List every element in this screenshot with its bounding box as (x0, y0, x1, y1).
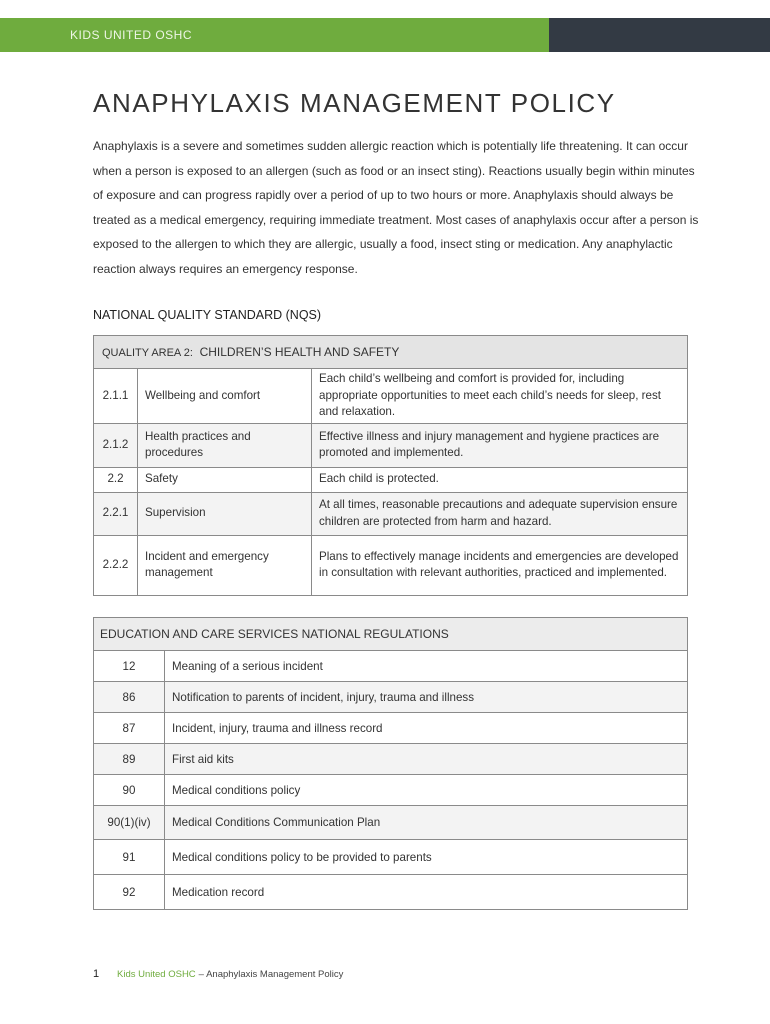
header-dark-band (549, 18, 770, 52)
regulation-text: Medical conditions policy to be provided to parents (165, 840, 688, 875)
regulation-number: 90 (94, 775, 165, 806)
table-row (94, 651, 688, 682)
quality-area-name: CHILDREN’S HEALTH AND SAFETY (199, 345, 400, 359)
regulation-number: 12 (94, 651, 165, 682)
table-row (94, 840, 688, 875)
nqs-code: 2.2 (94, 467, 138, 492)
regulations-table (93, 617, 688, 910)
table-row (94, 744, 688, 775)
nqs-element: Health practices and procedures (138, 423, 312, 467)
table-row (94, 875, 688, 910)
header-bar (0, 18, 770, 52)
regulation-text: First aid kits (165, 744, 688, 775)
nqs-element: Wellbeing and comfort (138, 369, 312, 424)
nqs-table (93, 335, 688, 596)
nqs-code: 2.2.1 (94, 492, 138, 535)
table-row (94, 492, 688, 535)
regulation-number: 91 (94, 840, 165, 875)
nqs-description: Each child’s wellbeing and comfort is provided for, including appropriate opportunities to meet each child’s needs for sleep, rest and relaxation. (312, 369, 688, 424)
nqs-code: 2.1.1 (94, 369, 138, 424)
nqs-element: Safety (138, 467, 312, 492)
footer-doc-title: – Anaphylaxis Management Policy (198, 968, 344, 980)
page-number: 1 (93, 968, 100, 980)
page-title: ANAPHYLAXIS MANAGEMENT POLICY (93, 88, 616, 118)
table-row (94, 682, 688, 713)
quality-area-label: QUALITY AREA 2: (102, 347, 193, 359)
regulations-table-header-row (94, 618, 688, 651)
regulation-number: 90(1)(iv) (94, 806, 165, 840)
regulation-text: Medication record (165, 875, 688, 910)
nqs-element: Incident and emergency management (138, 535, 312, 595)
regulation-number: 86 (94, 682, 165, 713)
nqs-element: Supervision (138, 492, 312, 535)
regulation-text: Notification to parents of incident, injury, trauma and illness (165, 682, 688, 713)
regulation-text: Incident, injury, trauma and illness record (165, 713, 688, 744)
nqs-description: Each child is protected. (312, 467, 688, 492)
table-row (94, 806, 688, 840)
nqs-code: 2.1.2 (94, 423, 138, 467)
nqs-description: Effective illness and injury management and hygiene practices are promoted and implemented. (312, 423, 688, 467)
regulation-text: Medical conditions policy (165, 775, 688, 806)
nqs-code: 2.2.2 (94, 535, 138, 595)
intro-paragraph: Anaphylaxis is a severe and sometimes sudden allergic reaction which is potentially life threatening. It can occur when a person is exposed to an allergen (such as food or an insect sting). Reactions usually begin within minutes of exposure and can progress rapidly over a period of up to two hours or more. Anaphylaxis should always be treated as a medical emergency, requiring immediate treatment. Most cases of anaphylaxis occur after a person is exposed to the allergen to which they are allergic, usually a food, insect sting or medication. Any anaphylactic reaction always requires an emergency response. (93, 139, 699, 276)
table-row (94, 713, 688, 744)
page-footer (93, 968, 343, 980)
table-row (94, 423, 688, 467)
header-brand-band (0, 18, 549, 52)
regulation-number: 92 (94, 875, 165, 910)
nqs-description: At all times, reasonable precautions and adequate supervision ensure children are protected from harm and hazard. (312, 492, 688, 535)
regulations-heading: EDUCATION AND CARE SERVICES NATIONAL REGULATIONS (94, 618, 688, 651)
table-row (94, 775, 688, 806)
regulation-text: Meaning of a serious incident (165, 651, 688, 682)
header-org-name: KIDS UNITED OSHC (70, 28, 193, 42)
regulation-text: Medical Conditions Communication Plan (165, 806, 688, 840)
regulation-number: 87 (94, 713, 165, 744)
regulation-number: 89 (94, 744, 165, 775)
table-row (94, 535, 688, 595)
table-row (94, 369, 688, 424)
table-row (94, 467, 688, 492)
nqs-description: Plans to effectively manage incidents and emergencies are developed in consultation with relevant authorities, practiced and implemented. (312, 535, 688, 595)
nqs-table-header-row (94, 336, 688, 369)
quality-area-header (94, 336, 688, 369)
nqs-heading: NATIONAL QUALITY STANDARD (NQS) (93, 308, 322, 322)
footer-org: Kids United OSHC (117, 968, 196, 980)
